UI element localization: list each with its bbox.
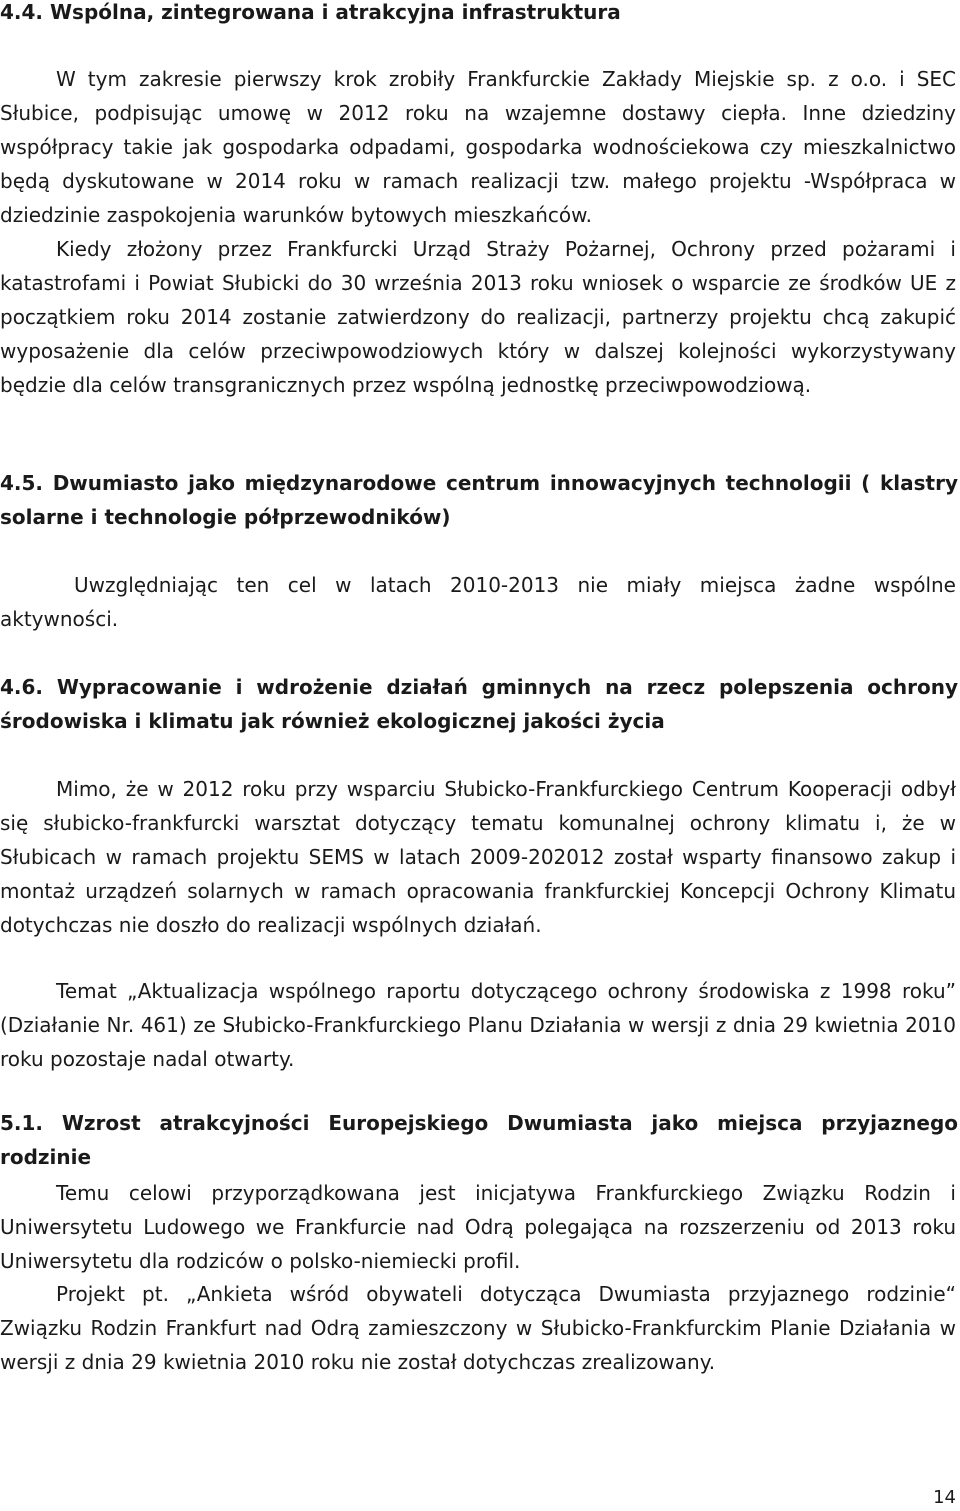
section-heading-4-4: 4.4. Wspólna, zintegrowana i atrakcyjna infrastruktura bbox=[0, 0, 621, 24]
section-5-1-paragraph-1: Temu celowi przyporządkowana jest inicjatywa Frankfurckiego Związku Rodzin i Uniwersytetu Ludowego we Frankfurcie nad Odrą polegająca na rozszerzeniu od 2013 roku Uniwersytetu dla rodziców o polsko-niemiecki profil. bbox=[0, 1181, 956, 1273]
section-4-4-paragraph-1: W tym zakresie pierwszy krok zrobiły Frankfurckie Zakłady Miejskie sp. z o.o. i SEC Słubice, podpisując umowę w 2012 roku na wzajemne dostawy ciepła. Inne dziedziny współpracy takie jak gospodarka odpadami, gospodarka wodnościekowa czy mieszkalnictwo będą dyskutowane w 2014 roku w ramach realizacji tzw. małego projektu -Współpraca w dziedzinie zaspokojenia warunków bytowych mieszkańców. bbox=[0, 67, 956, 227]
section-heading-5-1: 5.1. Wzrost atrakcyjności Europejskiego Dwumiasta jako miejsca przyjaznego rodzinie bbox=[0, 1111, 958, 1169]
section-4-6-paragraph-1: Mimo, że w 2012 roku przy wsparciu Słubicko-Frankfurckiego Centrum Kooperacji odbył się słubicko-frankfurcki warsztat dotyczący tematu komunalnej ochrony klimatu i, że w Słubicach w ramach projektu SEMS w latach 2009-202012 został wsparty finansowo zakup i montaż urządzeń solarnych w ramach opracowania frankfurckiej Koncepcji Ochrony Klimatu dotychczas nie doszło do realizacji wspólnych działań. bbox=[0, 777, 956, 937]
section-4-4-paragraph-2: Kiedy złożony przez Frankfurcki Urząd Straży Pożarnej, Ochrony przed pożarami i katastrofami i Powiat Słubicki do 30 września 2013 roku wniosek o wsparcie ze środków UE z początkiem roku 2014 zostanie zatwierdzony do realizacji, partnerzy projektu chcą zakupić wyposażenie dla celów przeciwpowodziowych który w dalszej kolejności wykorzystywany będzie dla celów transgranicznych przez wspólną jednostkę przeciwpowodziową. bbox=[0, 237, 956, 397]
section-heading-4-5: 4.5. Dwumiasto jako międzynarodowe centrum innowacyjnych technologii ( klastry solarne i technologie półprzewodników) bbox=[0, 471, 958, 529]
page-number: 14 bbox=[933, 1487, 956, 1508]
section-heading-4-6: 4.6. Wypracowanie i wdrożenie działań gminnych na rzecz polepszenia ochrony środowiska i klimatu jak również ekologicznej jakości życia bbox=[0, 675, 958, 733]
section-5-1-paragraph-2: Projekt pt. „Ankieta wśród obywateli dotycząca Dwumiasta przyjaznego rodzinie“ Związku Rodzin Frankfurt nad Odrą zamieszczony w Słubicko-Frankfurckim Planie Działania w wersji z dnia 29 kwietnia 2010 roku nie został dotychczas zrealizowany. bbox=[0, 1282, 956, 1374]
section-4-6-paragraph-2: Temat „Aktualizacja wspólnego raportu dotyczącego ochrony środowiska z 1998 roku” (Działanie Nr. 461) ze Słubicko-Frankfurckiego Planu Działania w wersji z dnia 29 kwietnia 2010 roku pozostaje nadal otwarty. bbox=[0, 979, 956, 1071]
section-4-5-paragraph-1: Uwzględniając ten cel w latach 2010-2013 nie miały miejsca żadne wspólne aktywności. bbox=[0, 573, 956, 631]
